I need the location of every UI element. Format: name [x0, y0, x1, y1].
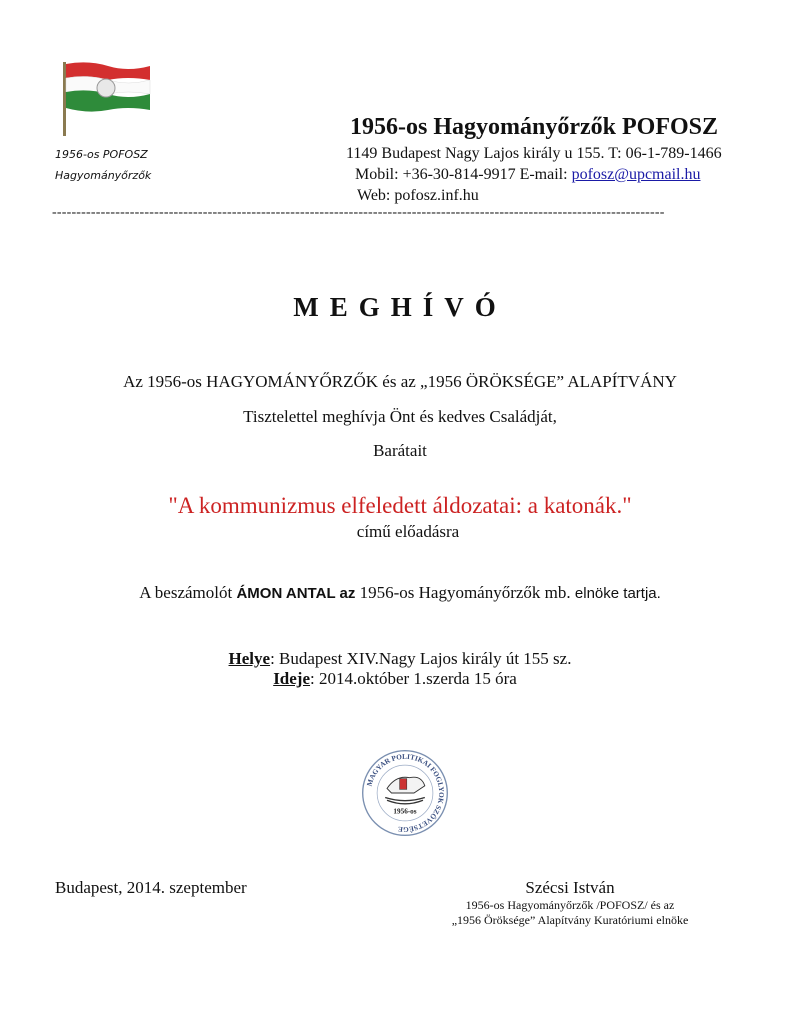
email-link[interactable]: pofosz@upcmail.hu	[571, 166, 701, 183]
speaker-name: ÁMON ANTAL az	[236, 585, 356, 602]
web-line: Web: pofosz.inf.hu	[357, 187, 479, 204]
signer-name: Szécsi István	[525, 878, 615, 897]
place-line	[0, 649, 800, 669]
header-separator: ------------------------------------------------------------------------------------------------------------------------------	[52, 205, 665, 220]
svg-text:MAGYAR POLITIKAI FOGLYOK SZÖVE: MAGYAR POLITIKAI FOGLYOK SZÖVETSÉGE	[365, 752, 446, 834]
time-value: : 2014.október 1.szerda 15 óra	[310, 669, 517, 688]
greeting-line-2: Barátait	[373, 441, 427, 460]
lecture-title: "A kommunizmus elfeledett áldozatai: a katonák."	[168, 493, 632, 518]
speaker-line	[0, 583, 800, 603]
hosts-line: Az 1956-os HAGYOMÁNYŐRZŐK és az „1956 ÖRÖKSÉGE” ALAPÍTVÁNY	[123, 372, 677, 391]
svg-text:1956-os: 1956-os	[393, 807, 417, 816]
place-value: : Budapest XIV.Nagy Lajos király út 155 sz.	[270, 649, 572, 668]
org-title: 1956-os Hagyományőrzők POFOSZ	[350, 114, 719, 140]
signer-role-1: 1956-os Hagyományőrzők /POFOSZ/ és az	[465, 898, 675, 912]
speaker-suffix: elnöke tartja.	[574, 585, 661, 602]
address-line: 1149 Budapest Nagy Lajos király u 155. T: 06-1-789-1466	[346, 145, 722, 162]
pofosz-seal-icon	[360, 748, 450, 838]
time-label: Ideje	[273, 669, 311, 688]
greeting-line: Tisztelettel meghívja Önt és kedves Családját,	[243, 407, 557, 426]
pin-caption-1: 1956-os POFOSZ	[55, 148, 148, 161]
speaker-mid: 1956-os Hagyományőrzők mb.	[355, 583, 575, 602]
invitation-title: MEGHÍVÓ	[293, 292, 507, 322]
lecture-subtitle: című előadásra	[356, 522, 460, 541]
time-line	[0, 669, 795, 689]
contact-line	[355, 166, 701, 184]
signature-block	[430, 878, 710, 928]
place-label: Helye	[228, 649, 271, 668]
mobile-text: Mobil: +36-30-814-9917 E-mail:	[355, 166, 572, 183]
speaker-prefix: A beszámolót	[139, 583, 237, 602]
hungarian-flag-pin-icon	[58, 58, 158, 138]
pin-caption-2: Hagyományőrzők	[55, 169, 152, 182]
signer-role-2: „1956 Öröksége” Alapítvány Kuratóriumi elnöke	[451, 913, 689, 927]
place-date: Budapest, 2014. szeptember	[55, 878, 247, 897]
